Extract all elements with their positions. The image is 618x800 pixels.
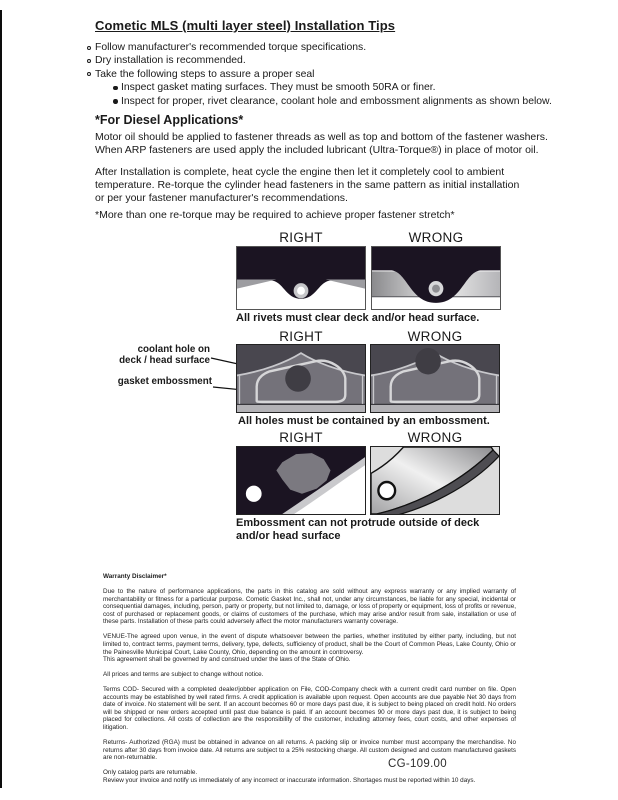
disclaimer-paragraph: Terms COD- Secured with a completed dealer/jobber application on File, COD-Company check with a current credit card number on file. Open accounts may be established by well rated firms. A credit application is available upon request. Open accounts are due payable Net 30 days from date of invoice. No statement will be sent. If an account becomes 60 or more days past due, it is subject to being placed on credit hold. No orders will be shipped or new orders accepted until past due balance is paid. If an account becomes 90 or more days past due, it is subject to being placed for collections. All costs of collection are the responsibility of the customer, including attorney fees, court costs, and other expenses of litigation. [103,686,516,732]
list-item-text: Dry installation is recommended. [95,55,246,67]
paragraph-line: When ARP fasteners are used apply the included lubricant (Ultra-Torque®) in place of motor oil. [95,144,539,156]
wrong-label: WRONG [407,329,463,344]
paragraph-retorque-note: *More than one re-torque may be required to achieve proper fastener stretch* [95,209,455,221]
paragraph-line: Motor oil should be applied to fastener threads as well as top and bottom of the fastener washers. [95,131,548,143]
bullet-dot-icon [113,99,118,104]
rivet-clearance-wrong-diagram [371,246,501,310]
page-title: Cometic MLS (multi layer steel) Installation Tips [95,18,396,33]
list-item-text: Take the following steps to assure a proper seal [95,68,315,80]
tips-list [87,41,557,108]
warranty-disclaimer [103,573,516,792]
bolt-hole [378,482,395,499]
disclaimer-paragraph: Due to the nature of performance applications, the parts in this catalog are sold without any express warranty or any implied warranty of merchantability or fitness for a particular purpose. Cometic Gasket Inc., shall not, under any circumstances, be liable for any special, incidental or consequential damages, including, person, party or property, but not limited to, damage, or loss of property or equipment, loss of profits or revenue, cost of purchased or replacement goods, or claims of customers of the purchase, which may arise and/or result from sale, installation or use of these parts. Installation of these parts could adversely affect the motor manufacturers warranty coverage. [103,587,516,626]
disclaimer-heading: Warranty Disclaimer* [103,573,167,580]
list-item-text: Inspect gasket mating surfaces. They must be smooth 50RA or finer. [121,82,436,94]
list-item [87,54,557,67]
hole-containment-right-diagram [236,344,366,413]
gasket-embossment-label: gasket embossment [117,376,212,387]
paragraph-line: temperature. Re-torque the cylinder head fasteners in the same pattern as initial installation [95,179,520,191]
row2-caption: All holes must be contained by an embossment. [238,415,490,427]
right-label: RIGHT [279,430,323,445]
list-item [87,41,557,54]
coolant-hole [415,348,441,374]
list-item [113,81,557,94]
disclaimer-paragraph: VENUE-The agreed upon venue, in the event of dispute whatsoever between the parties, whether instituted by either party, including, but not limited to, contract terms, payment terms, delivery, type, defects, sufficiency of product, shall be the Court of Common Pleas, Lake County, Ohio or the Painesville Municipal Court, Lake County, Ohio, depending on the amount in controversy. This agreement shall be governed by and construed under the laws of the State of Ohio. [103,633,516,664]
list-item-text: Inspect for proper, rivet clearance, coolant hole and embossment alignments as shown below. [121,95,552,107]
right-label: RIGHT [279,329,323,344]
bullet-dot-icon [113,86,118,91]
paragraph-heat-cycle [95,166,565,205]
list-item-text: Follow manufacturer's recommended torque specifications. [95,42,367,53]
rivet-clearance-right-diagram [236,246,366,310]
right-label: RIGHT [279,230,323,245]
wrong-label: WRONG [408,230,464,245]
paragraph-motor-oil [95,131,565,157]
row1-caption: All rivets must clear deck and/or head surface. [236,312,480,324]
disclaimer-paragraph: Returns- Authorized (RGA) must be obtained in advance on all returns. A packing slip or invoice number must accompany the merchandise. No returns after 30 days from invoice date. All returns are subject to a 25% restocking charge. All custom designed and custom manufactured gaskets are non-returnable. [103,739,516,762]
page-code: CG-109.00 [388,758,447,770]
paragraph-line: or per your fastener manufacturer's recommendations. [95,192,348,204]
paragraph-line: After Installation is complete, heat cycle the engine then let it completely cool to ambient [95,166,505,178]
hole-containment-wrong-diagram [370,344,500,413]
bullet-circle-icon [87,46,91,50]
coolant-hole-label: coolant hole on deck / head surface [119,344,210,366]
protrusion-right-diagram [236,446,366,515]
row3-caption: Embossment can not protrude outside of deck and/or head surface [236,517,480,542]
list-item [87,68,557,81]
bolt-hole [246,486,262,502]
bullet-circle-icon [87,72,91,76]
wrong-label: WRONG [407,430,463,445]
list-item [113,95,557,108]
section-heading-diesel: *For Diesel Applications* [95,113,244,127]
bullet-circle-icon [87,59,91,63]
coolant-hole [285,365,311,391]
page-edge-scan-line [0,10,2,788]
disclaimer-paragraph: All prices and terms are subject to change without notice. [103,671,264,679]
protrusion-wrong-diagram [370,446,500,515]
disclaimer-paragraph: Only catalog parts are returnable. Review your invoice and notify us immediately of any incorrect or inaccurate information. Shortages must be reported within 10 days. [103,769,476,784]
